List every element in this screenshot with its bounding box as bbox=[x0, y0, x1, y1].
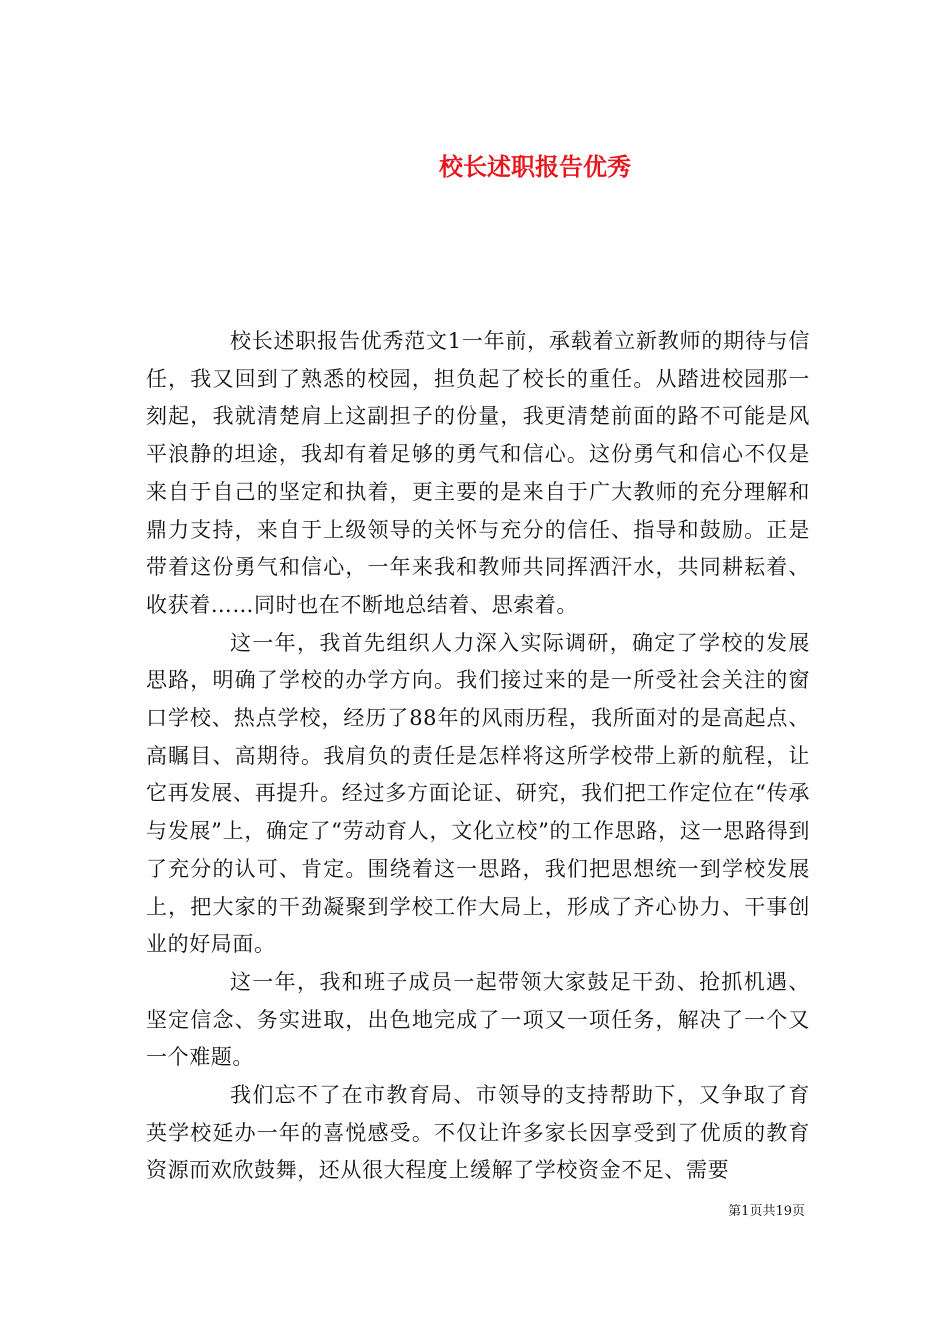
paragraph-1: 校长述职报告优秀范文1一年前，承载着立新教师的期待与信任，我又回到了熟悉的校园，担负起了校长的重任。从踏进校园那一刻起，我就清楚肩上这副担子的份量，我更清楚前面的路不可能是风平浪静的坦途，我却有着足够的勇气和信心。这份勇气和信心不仅是来自于自己的坚定和执着，更主要的是来自于广大教师的充分理解和鼎力支持，来自于上级领导的关怀与充分的信任、指导和鼓励。正是带着这份勇气和信心，一年来我和教师共同挥洒汗水，共同耕耘着、收获着……同时也在不断地总结着、思索着。 bbox=[146, 329, 810, 617]
page-title: 校长述职报告优秀 bbox=[439, 152, 631, 182]
document-body bbox=[146, 323, 810, 1190]
paragraph-4: 我们忘不了在市教育局、市领导的支持帮助下，又争取了育英学校延办一年的喜悦感受。不仅让许多家长因享受到了优质的教育资源而欢欣鼓舞，还从很大程度上缓解了学校资金不足、需要 bbox=[146, 1083, 810, 1183]
paragraph-3: 这一年，我和班子成员一起带领大家鼓足干劲、抢抓机遇、坚定信念、务实进取，出色地完成了一项又一项任务，解决了一个又一个难题。 bbox=[146, 969, 810, 1070]
paragraph-2: 这一年，我首先组织人力深入实际调研，确定了学校的发展思路，明确了学校的办学方向。我们接过来的是一所受社会关注的窗口学校、热点学校，经历了88年的风雨历程，我所面对的是高起点、高瞩目、高期待。我肩负的责任是怎样将这所学校带上新的航程，让它再发展、再提升。经过多方面论证、研究，我们把工作定位在“传承与发展”上，确定了“劳动育人，文化立校”的工作思路，这一思路得到了充分的认可、肯定。围绕着这一思路，我们把思想统一到学校发展上，把大家的干劲凝聚到学校工作大局上，形成了齐心协力、干事创业的好局面。 bbox=[146, 630, 810, 957]
page-number: 第1页共19页 bbox=[728, 1204, 805, 1219]
